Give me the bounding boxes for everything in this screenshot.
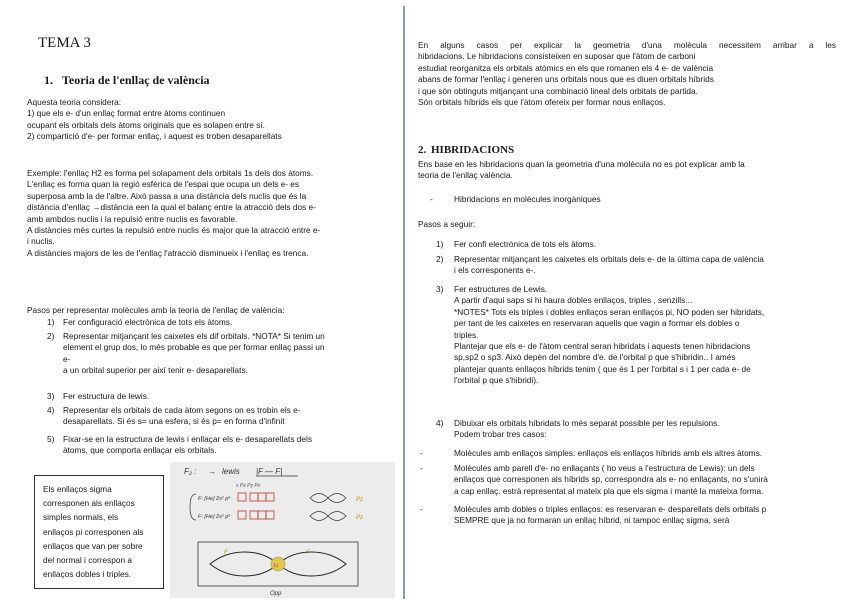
p-orbital-shape: [310, 512, 346, 521]
step-number: 2): [436, 254, 444, 264]
step-line: sp,sp2 o sp3. Això depèn del nombre d'e. de l'orbital p que s'hibridin.. I amés: [454, 352, 736, 363]
example-line: distància d'enllaç →distància een la qual el balanç entre la atracció dels dos e-: [27, 202, 316, 213]
section-2-line: teoria de l'enllaç valència.: [418, 170, 513, 181]
step-text: Fer confi electrònica de tots els àtoms.: [454, 239, 597, 249]
step-text: [454, 254, 764, 277]
case-line: a cap enllaç. estrà representat al mateix pla que els sigma i manté la mateixa forma.: [454, 485, 764, 496]
bracket-stroke: [190, 494, 196, 520]
step-line: a un orbital superior per així tenir e- desaparellats.: [63, 365, 248, 376]
intro-line: Aquesta teoria considera:: [27, 97, 122, 107]
step-line: Representar els orbitals de cada àtom segons on es trobin els e-: [63, 405, 301, 415]
f-left-label: F: [224, 550, 228, 556]
example-line: superposa amb la de l'altre. Això passa a una distància dels nuclis que és la: [27, 190, 307, 201]
bullet-item: Hibridacions en molècules inorgàniques: [454, 194, 601, 204]
step-line: plantejar quants enllaços híbrids tenim ( que és 1 per l'orbital s i 1 per cada e- de: [454, 363, 751, 374]
step-line: Representar mitjançant les caixetes els dif orbitals. *NOTA* Si tenim un: [63, 331, 325, 341]
step-number: 4): [436, 418, 444, 428]
intro-line: 2) compartició d'e- per formar enllaç, i aquest es troben desaparellats: [27, 131, 282, 142]
step-line: i els corresponents e-.: [454, 265, 536, 276]
steps-title: Pasos per representar molècules amb la teoria de l'enllaç de valència:: [27, 305, 285, 315]
step-line: Fer estructures de Lewis.: [454, 284, 548, 294]
step-text: [63, 331, 325, 377]
step-text: [454, 418, 720, 441]
case-dash: -: [420, 463, 423, 473]
case-text: [454, 463, 768, 497]
section-2-number: 2.: [418, 144, 427, 156]
note-line: Els enllaços sigma: [43, 484, 112, 494]
step-line: *NOTES* Tots els triples i dobles enllaços seran enllaços pi, NO poden ser hibridats,: [454, 306, 765, 317]
intro-line: estudiat reorganitza els orbitals atòmics en els que romanen els 4 e- de valència: [418, 62, 714, 73]
lewis-formula: |F — F|: [256, 467, 283, 476]
note-line: enllaços dobles i triples.: [43, 569, 132, 580]
note-line: enllaços que van per sobre: [43, 540, 143, 551]
case-dash: -: [420, 448, 423, 458]
lewis-label: lewis: [222, 467, 240, 476]
bullet-dash: -: [430, 194, 433, 204]
hybridization-intro: [418, 40, 836, 108]
step-line: Fixar-se en la estructura de lewis i enllaçar els e- desaparellats dels: [63, 434, 313, 444]
tema-title: TEMA 3: [38, 35, 91, 51]
page-divider: [403, 6, 405, 599]
p-labels: s Px Py Pz: [236, 483, 261, 489]
note-line: corresponen als enllaços: [43, 498, 135, 509]
step-text: [63, 405, 301, 428]
section-1-number: 1.: [44, 73, 53, 87]
step-line: l'orbital p que s'hibridi).: [454, 375, 539, 386]
intro-line: hibridacions. Le hibridacions consisteixen en suposar que l'àtom de carboni: [418, 51, 696, 62]
step-number: 4): [47, 405, 55, 415]
step-text: [63, 434, 312, 457]
example-line: amb ambdos nuclis i la repulsió entre nuclis es favorable.: [27, 213, 238, 224]
case-text: Molècules amb enllaços simples: enllaços els enllaços híbrids amb els altres àtoms.: [454, 448, 763, 458]
case-line: Molècules amb dobles o triples enllaços: es reservaran e- desparellats dels orbitals p: [454, 504, 767, 514]
step-line: e-: [63, 353, 71, 364]
step-number: 5): [47, 434, 55, 444]
section-2-title: HIBRIDACIONS: [431, 144, 515, 156]
case-line: SEMPRE que ja no formaran un enllaç híbrid, ni tampoc enllaç sigma, serà: [454, 515, 730, 526]
config-1: F: [He] 2s² p⁵: [198, 496, 231, 502]
intro-paragraph: [27, 97, 282, 143]
orbital-boxes-1: [238, 493, 274, 501]
f2-label: F₂ :: [184, 467, 197, 476]
case-line: Molècules amb parell d'e- no enllaçants ( ho veus a l'estructura de Lewis): un dels: [454, 463, 755, 473]
intro-line: En alguns casos per explicar la geometria d'una molècula necessitem arribar a les: [418, 40, 836, 50]
orbital-sketch-image: [170, 462, 395, 598]
step-text: Fer configuració electrònica de tots els àtoms.: [63, 317, 233, 327]
step-number: 2): [47, 331, 55, 341]
left-page: [0, 0, 403, 599]
case-line: enllaços que corresponen als híbrids sp, correspondra als e- no enllaçants, no s'unirà: [454, 474, 768, 485]
config-2: F: [He] 2s² p⁵: [198, 514, 231, 520]
step-number: 3): [436, 284, 444, 294]
note-line: simples normals, els: [43, 512, 119, 523]
orbital-boxes-2: [238, 511, 274, 519]
sigma-pi-note-box: [34, 475, 164, 589]
step-line: element el grup dos, lo més probable es que per formar enllaç passi un: [63, 342, 325, 353]
step-line: A partir d'aqui saps si hi haura dobles enllaços, triples , senzills...: [454, 295, 693, 306]
step-line: Dibuixar els orbitals híbridats lo més separat possible per les repulsions.: [454, 418, 720, 428]
opp-label: Opp: [270, 591, 282, 597]
pz-label: Pz: [356, 515, 364, 521]
p-orbital-shape: [310, 494, 346, 503]
section-1-title: Teoria de l'enllaç de valència: [62, 73, 210, 87]
right-page: [408, 0, 848, 599]
section-2-text: [418, 159, 745, 182]
step-line: per tant de les caixetes en reservaran aquells que vagin a formar els dobles o: [454, 318, 740, 329]
step-line: Podem trobar tres casos:: [454, 429, 547, 440]
steps-title: Pasos a seguir:: [418, 219, 476, 229]
example-line: i nuclis.: [27, 236, 55, 247]
step-number: 1): [47, 317, 55, 327]
note-line: del normal i correspon a: [43, 555, 133, 566]
step-line: desaparellats. Si és s= una esfera, si és p= en forma d'infinit: [63, 416, 285, 427]
example-line: A distàncies majors de les de l'enllaç l'atracció disminueix i l'enllaç es trenca.: [27, 247, 309, 258]
case-dash: -: [420, 504, 423, 514]
step-line: àtoms, que comporta enllaçar els orbitals.: [63, 445, 217, 456]
section-2-line: Ens base en les hibridacions quan la geometria d'una molècula no es pot explicar amb la: [418, 159, 745, 169]
pz-label: Pz: [356, 497, 364, 503]
step-number: 1): [436, 239, 444, 249]
intro-line: 1) que els e- d'un enllaç format entre àtoms continuen: [27, 108, 226, 119]
orbital-sketch-svg: [170, 462, 395, 598]
step-text: [454, 284, 764, 387]
intro-line: abans de formar l'enllaç i generen uns orbitals nous que es diuen orbitals híbrids: [418, 74, 714, 85]
note-line: enllaços pi corresponen als: [43, 526, 144, 537]
intro-line: ocupant els orbitals dels àtoms originals que es solapen entre sí.: [27, 119, 265, 130]
step-text: Fer estructura de lewis.: [63, 391, 150, 401]
step-line: Representar mitjançant les caixetes els orbitals dels e- de la última capa de valència: [454, 254, 764, 264]
intro-line: i que són obtinguts mitjançant una combinació lineal dels orbitals de partida.: [418, 85, 698, 96]
f-right-label: F: [306, 550, 310, 556]
example-line: A distàncies més curtes la repulsió entre nuclis és major que la atracció entre e-: [27, 225, 321, 236]
example-line: Exemple: l'enllaç H2 es forma pel solapament dels orbitals 1s dels dos àtoms.: [27, 168, 314, 178]
intro-line: Són orbitals híbrids els que l'àtom ofereix per formar nous enllaços.: [418, 97, 666, 108]
example-line: L'enllaç es forma quan la regió esfèrica de l'espai que ocupa un dels e- es: [27, 179, 300, 190]
step-line: Plantejar que els e- de l'àtom central seran hibridats i aquests tenen hibridacions: [454, 341, 751, 352]
arrow-label: →: [208, 467, 216, 476]
step-number: 3): [47, 391, 55, 401]
step-line: triples.: [454, 329, 479, 340]
overlap-label: 1s: [273, 563, 279, 569]
case-text: [454, 504, 766, 527]
example-paragraph: [27, 168, 320, 259]
